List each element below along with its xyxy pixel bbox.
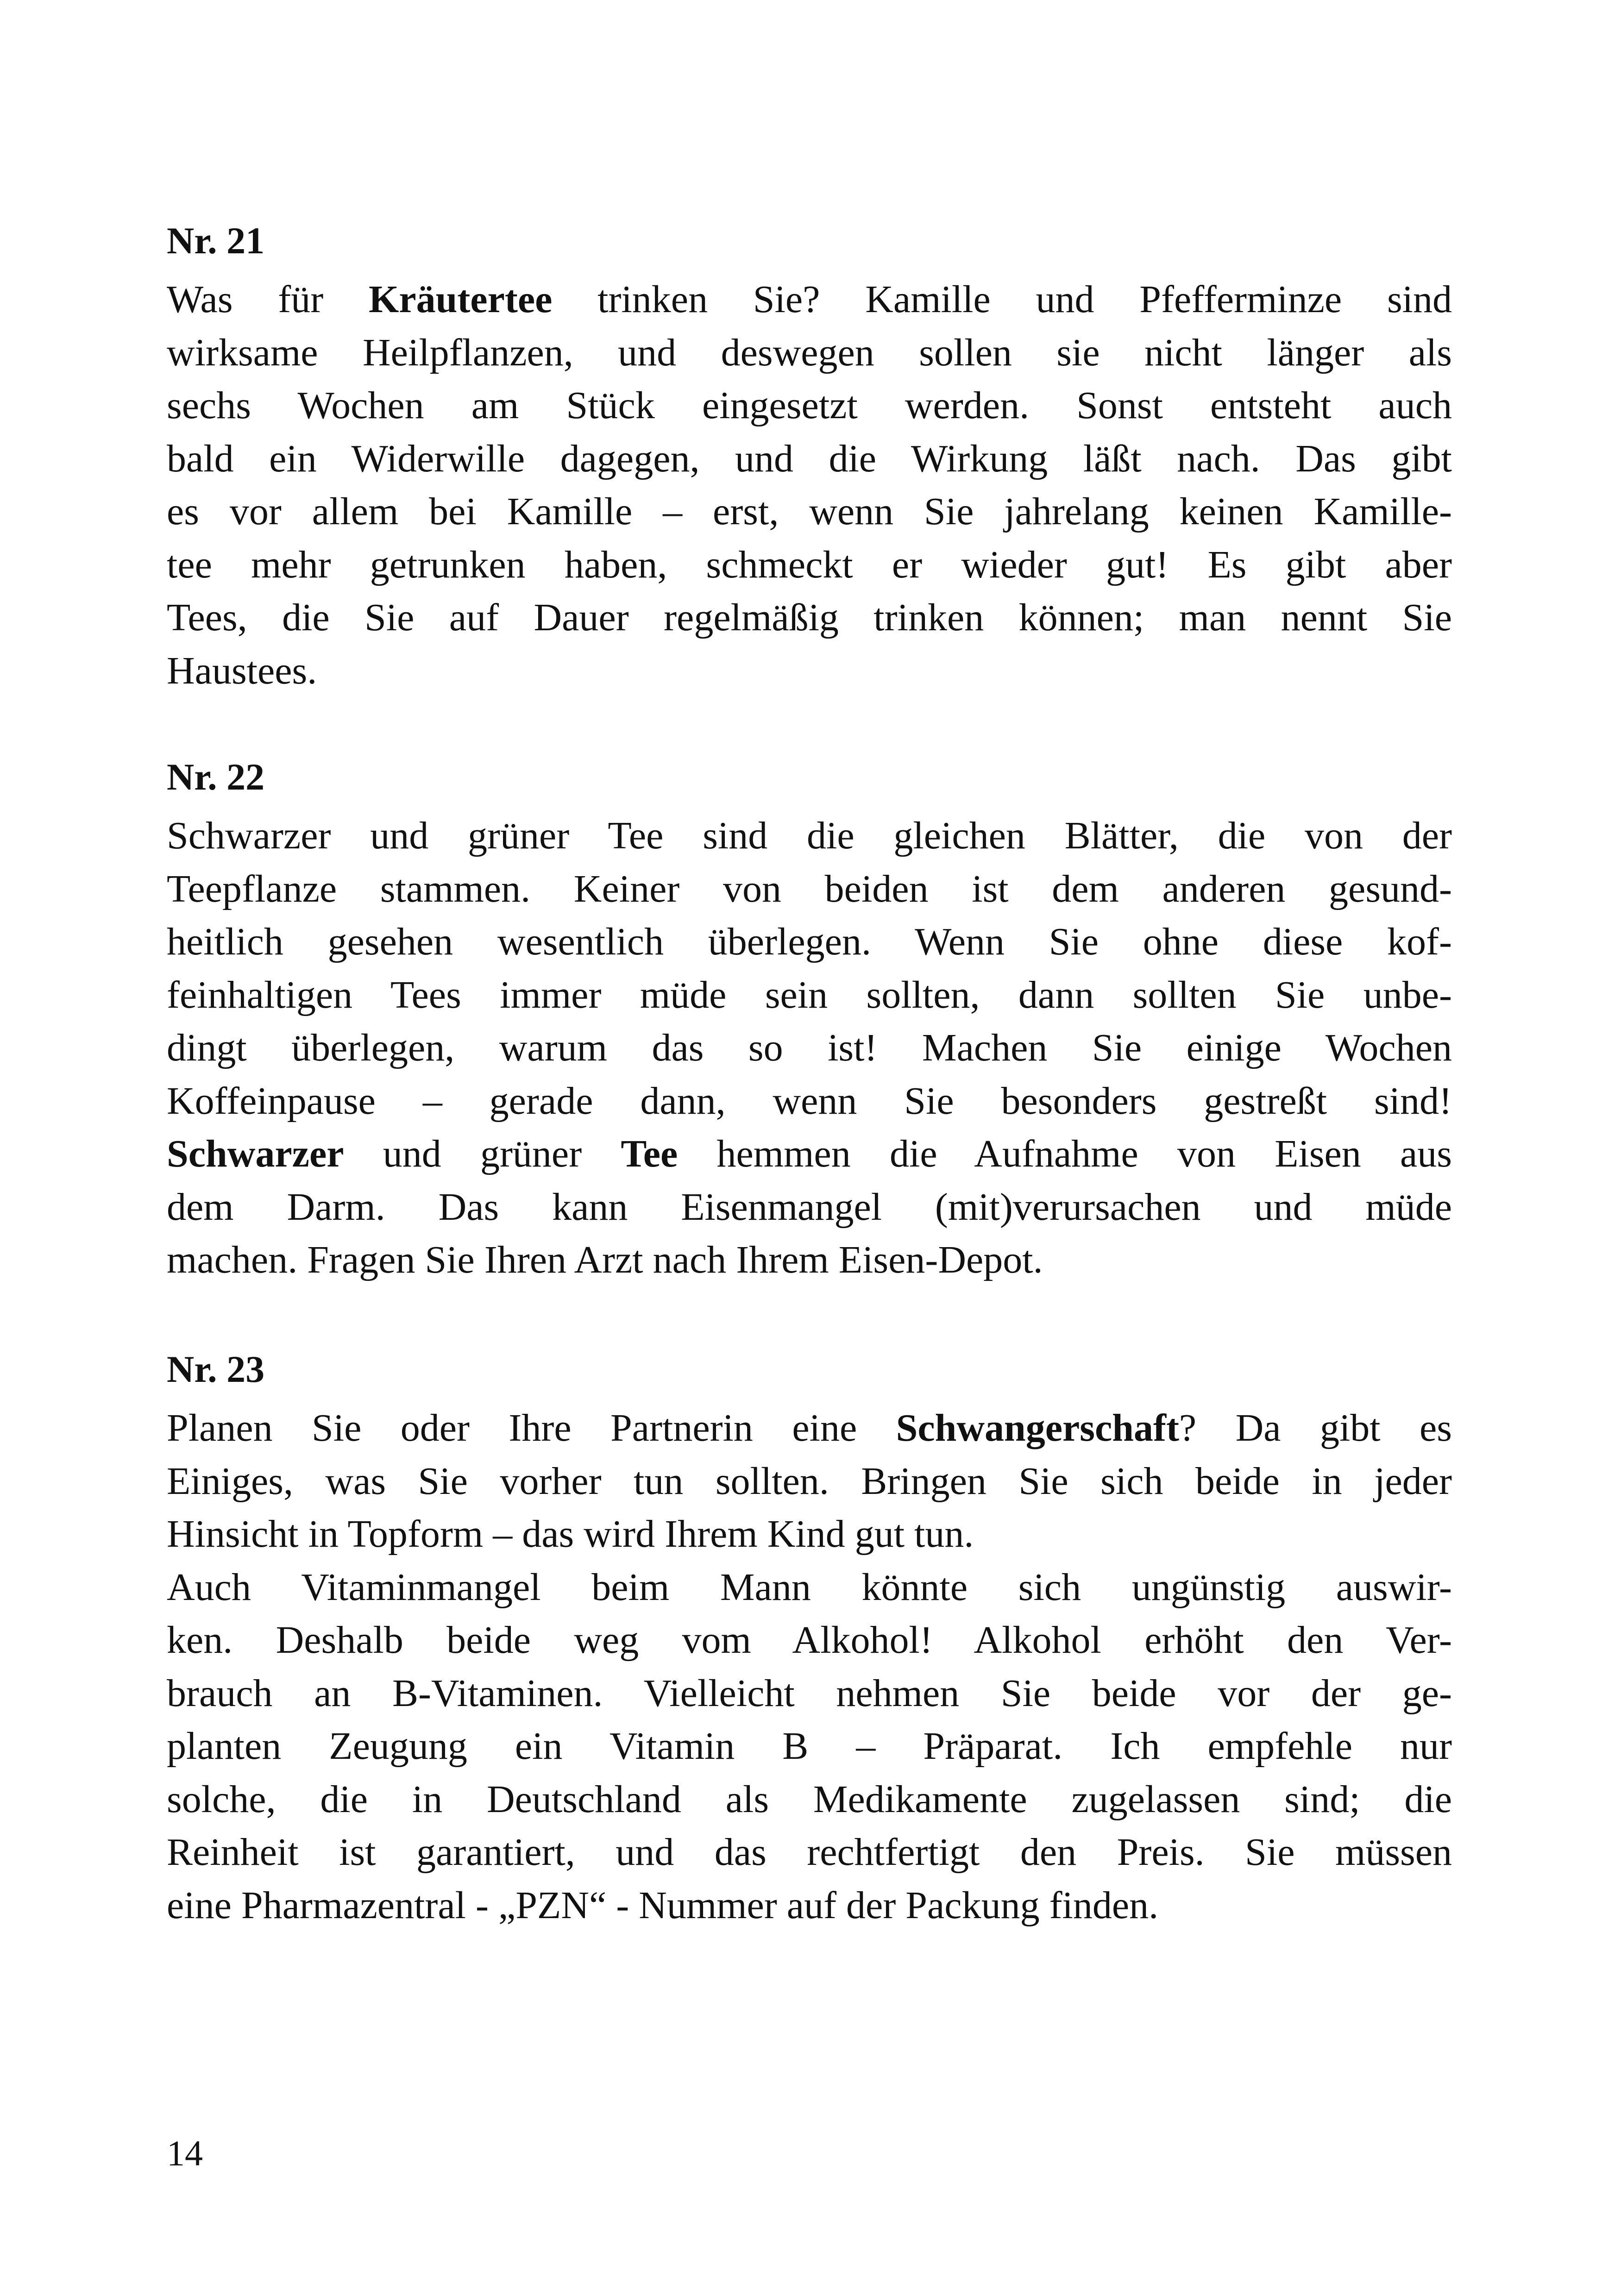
text-run: Was für xyxy=(167,278,369,321)
text-run: solche, die in Deutschland als Medikamente zugelassen sind; die xyxy=(167,1777,1452,1821)
text-run: Koffeinpause – gerade dann, wenn Sie besonders gestreßt sind! xyxy=(167,1079,1452,1123)
text-line xyxy=(167,1402,1452,1455)
section-nr-21 xyxy=(167,218,1452,697)
document-page xyxy=(167,0,1452,2296)
text-line xyxy=(167,1075,1452,1128)
text-run: brauch an B-Vitaminen. Vielleicht nehmen Sie beide vor der ge- xyxy=(167,1671,1452,1715)
section-heading: Nr. 22 xyxy=(167,756,265,798)
text-line xyxy=(167,1720,1452,1773)
text-run: Auch Vitaminmangel beim Mann könnte sich ungünstig auswir- xyxy=(167,1565,1452,1609)
text-line xyxy=(167,379,1452,433)
text-run: Tees, die Sie auf Dauer regelmäßig trinken können; man nennt Sie xyxy=(167,596,1452,639)
bold-term: Schwarzer xyxy=(167,1132,344,1175)
text-line xyxy=(167,863,1452,916)
section-nr-22 xyxy=(167,754,1452,1287)
text-line xyxy=(167,591,1452,645)
section-heading: Nr. 23 xyxy=(167,1348,265,1390)
section-paragraph xyxy=(167,273,1452,697)
text-line xyxy=(167,539,1452,592)
text-run: Teepflanze stammen. Keiner von beiden ist dem anderen gesund- xyxy=(167,867,1452,910)
text-run: wirksame Heilpflanzen, und deswegen sollen sie nicht länger als xyxy=(167,331,1452,374)
text-run: ken. Deshalb beide weg vom Alkohol! Alkohol erhöht den Ver- xyxy=(167,1618,1452,1662)
text-line xyxy=(167,1508,1452,1561)
bold-term: Kräutertee xyxy=(368,278,553,321)
page-number: 14 xyxy=(167,2133,203,2173)
text-run: hemmen die Aufnahme von Eisen aus xyxy=(678,1132,1452,1175)
text-run: Einiges, was Sie vorher tun sollten. Bringen Sie sich beide in jeder xyxy=(167,1459,1452,1503)
section-paragraph xyxy=(167,809,1452,1287)
text-line xyxy=(167,1826,1452,1879)
text-line xyxy=(167,809,1452,863)
text-run: ? Da gibt es xyxy=(1179,1406,1452,1449)
text-line xyxy=(167,1879,1452,1932)
text-line xyxy=(167,485,1452,539)
text-run: und grüner xyxy=(344,1132,621,1175)
text-run: tee mehr getrunken haben, schmeckt er wieder gut! Es gibt aber xyxy=(167,543,1452,586)
bold-term: Tee xyxy=(621,1132,678,1175)
text-run: Schwarzer und grüner Tee sind die gleichen Blätter, die von der xyxy=(167,814,1452,857)
text-run: Reinheit ist garantiert, und das rechtfertigt den Preis. Sie müssen xyxy=(167,1831,1452,1874)
text-run: sechs Wochen am Stück eingesetzt werden. Sonst entsteht auch xyxy=(167,384,1452,427)
section-nr-23 xyxy=(167,1346,1452,1932)
text-line xyxy=(167,1022,1452,1075)
text-line xyxy=(167,326,1452,380)
text-run: Planen Sie oder Ihre Partnerin eine xyxy=(167,1406,896,1449)
text-line xyxy=(167,1667,1452,1720)
text-line xyxy=(167,1614,1452,1667)
text-run: heitlich gesehen wesentlich überlegen. Wenn Sie ohne diese kof- xyxy=(167,920,1452,963)
section-paragraph xyxy=(167,1402,1452,1932)
bold-term: Schwangerschaft xyxy=(896,1406,1179,1449)
text-line xyxy=(167,1773,1452,1826)
text-run: Haustees. xyxy=(167,649,317,692)
text-line xyxy=(167,1234,1452,1287)
text-run: Hinsicht in Topform – das wird Ihrem Kind gut tun. xyxy=(167,1512,974,1556)
text-run: es vor allem bei Kamille – erst, wenn Sie jahrelang keinen Kamille- xyxy=(167,490,1452,533)
text-line xyxy=(167,273,1452,326)
text-run: bald ein Widerwille dagegen, und die Wirkung läßt nach. Das gibt xyxy=(167,437,1452,480)
text-line xyxy=(167,645,1452,698)
text-line xyxy=(167,1455,1452,1508)
text-run: trinken Sie? Kamille und Pfefferminze sind xyxy=(552,278,1452,321)
text-run: machen. Fragen Sie Ihren Arzt nach Ihrem Eisen-Depot. xyxy=(167,1238,1043,1281)
text-line xyxy=(167,433,1452,486)
text-line xyxy=(167,969,1452,1022)
text-run: planten Zeugung ein Vitamin B – Präparat. Ich empfehle nur xyxy=(167,1725,1452,1768)
text-line xyxy=(167,1181,1452,1234)
text-run: feinhaltigen Tees immer müde sein sollten, dann sollten Sie unbe- xyxy=(167,973,1452,1016)
text-line xyxy=(167,1128,1452,1181)
text-line xyxy=(167,1561,1452,1614)
text-run: dem Darm. Das kann Eisenmangel (mit)verursachen und müde xyxy=(167,1185,1452,1229)
text-run: eine Pharmazentral - „PZN“ - Nummer auf der Packung finden. xyxy=(167,1883,1159,1927)
text-run: dingt überlegen, warum das so ist! Machen Sie einige Wochen xyxy=(167,1026,1452,1069)
text-line xyxy=(167,916,1452,969)
section-heading: Nr. 21 xyxy=(167,220,265,262)
